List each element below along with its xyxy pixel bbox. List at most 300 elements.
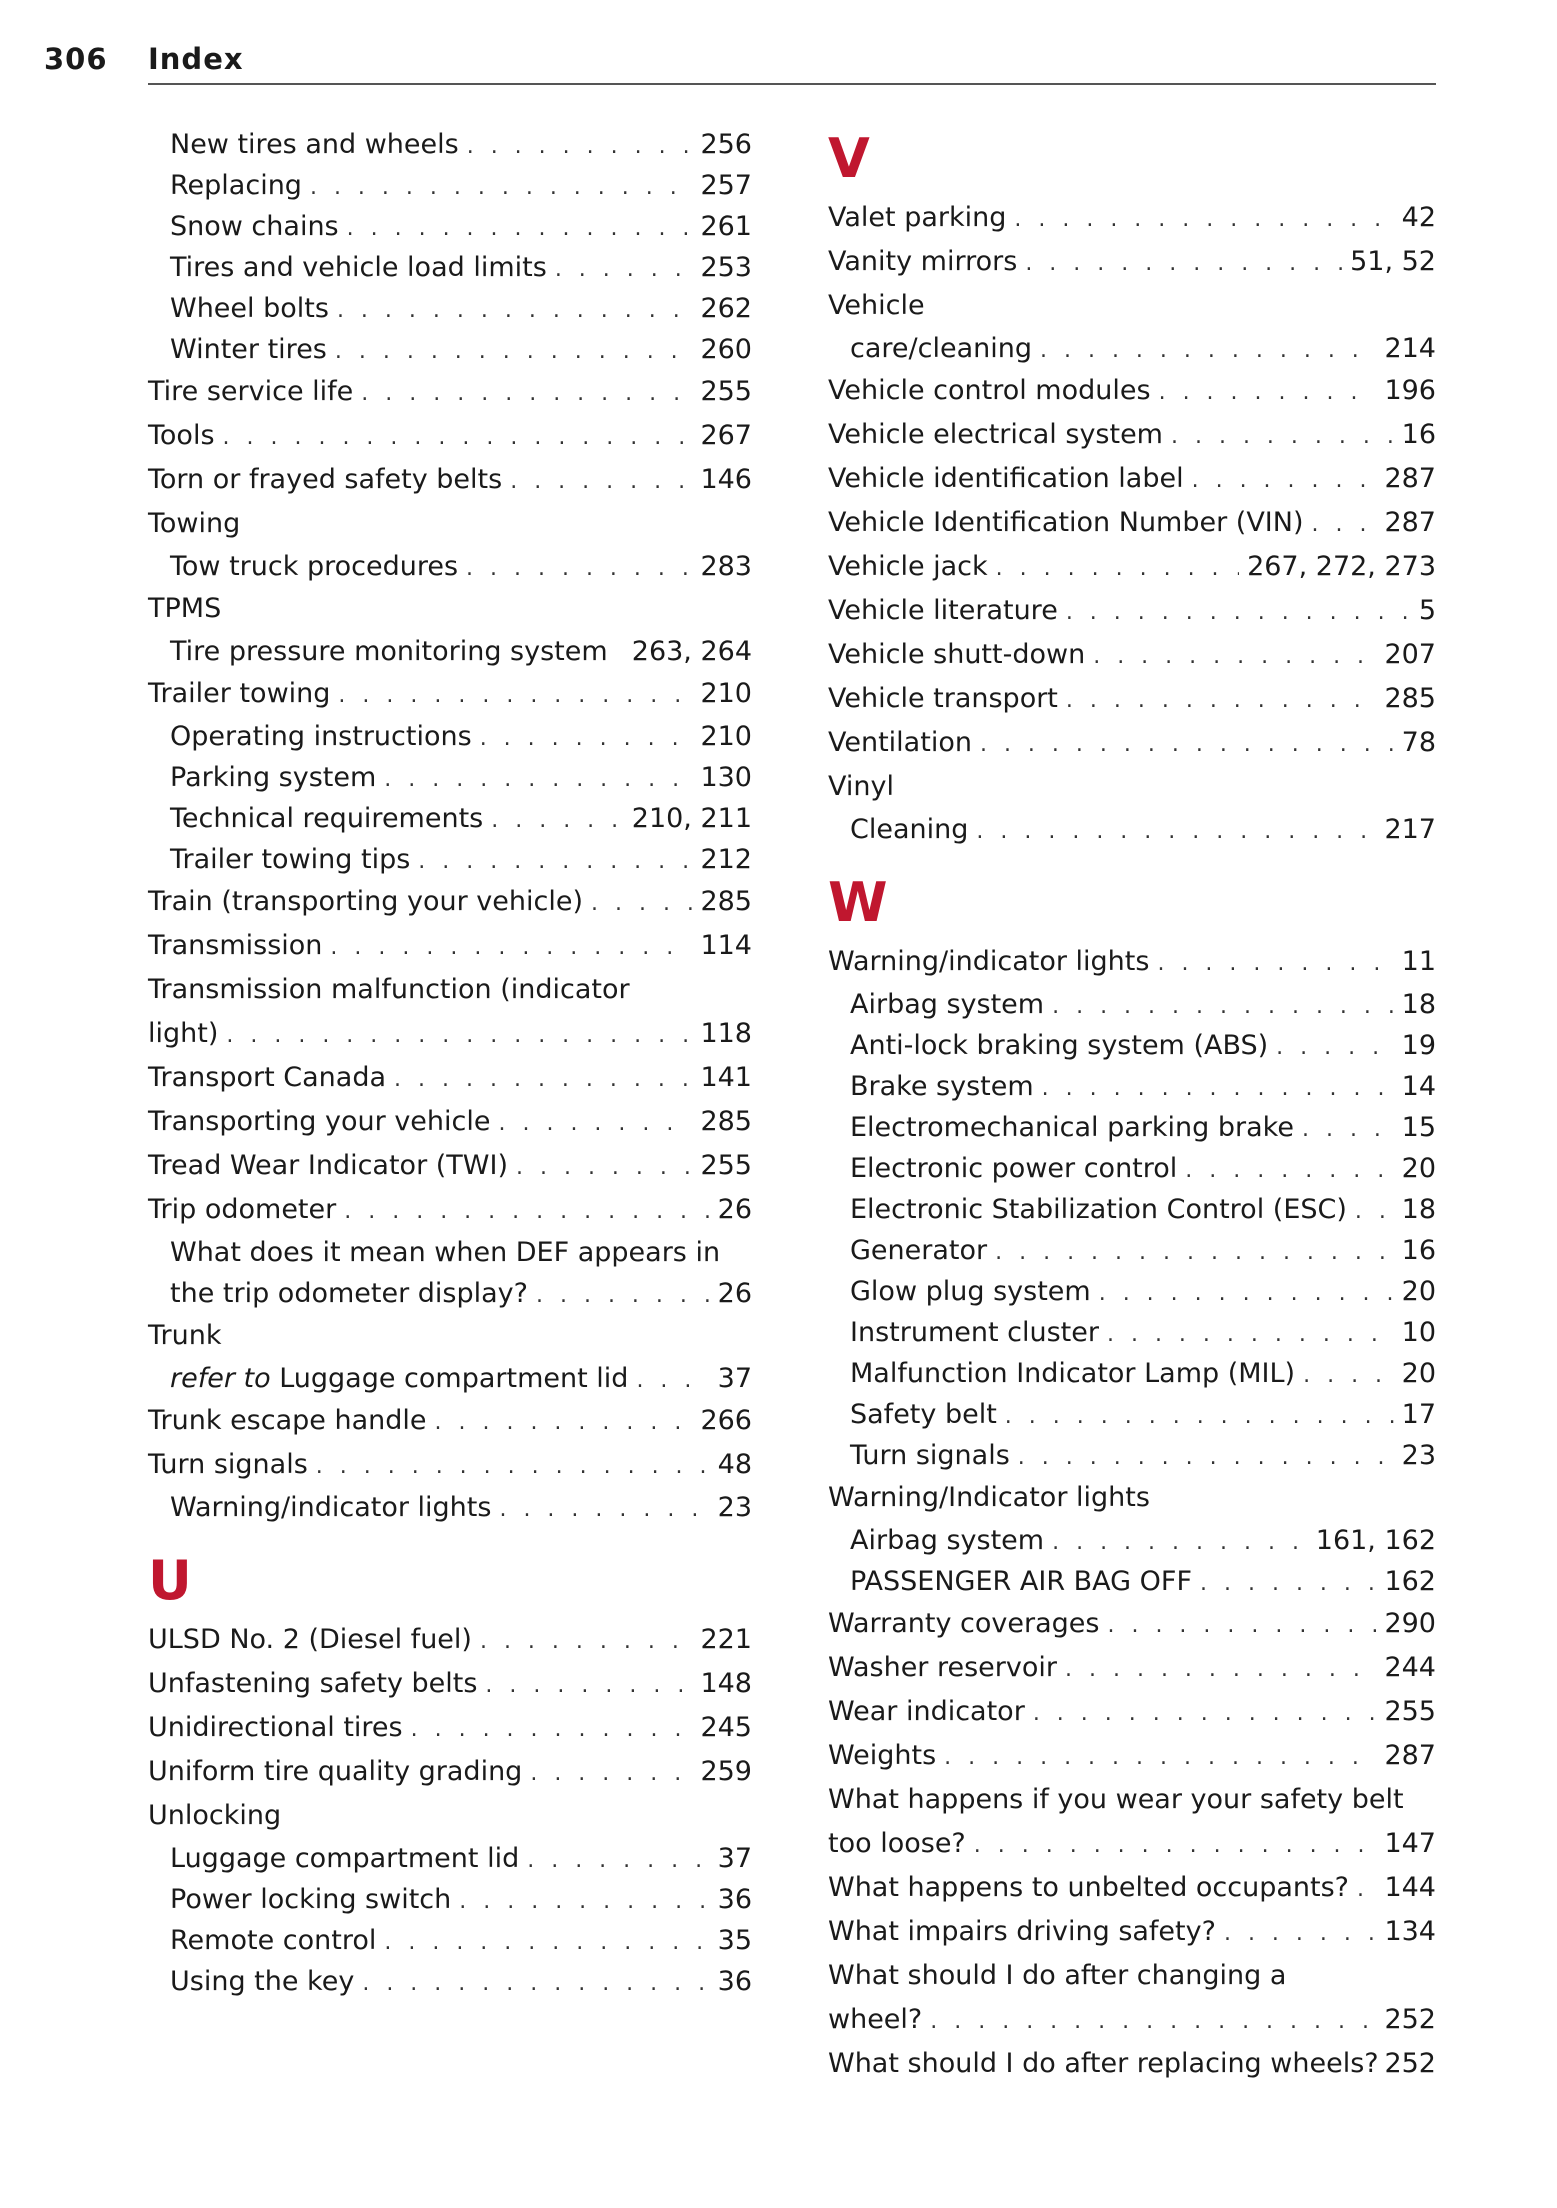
index-subentry bbox=[828, 1025, 1436, 1066]
entry-label: Tread Wear Indicator (TWI) bbox=[148, 1150, 508, 1181]
leader-dots bbox=[337, 290, 693, 331]
leader-dots bbox=[1159, 371, 1377, 415]
leader-dots bbox=[516, 1146, 692, 1190]
entry-page-number: 14 bbox=[1401, 1071, 1436, 1102]
entry-page-number: 221 bbox=[700, 1624, 752, 1655]
index-subentry bbox=[148, 165, 752, 206]
leader-dots bbox=[536, 1275, 710, 1316]
leader-dots bbox=[480, 1620, 693, 1664]
entry-label: Glow plug system bbox=[850, 1276, 1091, 1307]
entry-page-number: 118 bbox=[700, 1018, 752, 1049]
entry-label: Ventilation bbox=[828, 727, 972, 758]
index-subentry bbox=[828, 1230, 1436, 1271]
index-subentry bbox=[148, 839, 752, 880]
leader-dots bbox=[527, 1840, 709, 1881]
entry-label: Vehicle bbox=[828, 290, 925, 321]
entry-page-number: 10 bbox=[1401, 1317, 1436, 1348]
leader-dots bbox=[996, 547, 1239, 591]
leader-dots bbox=[1171, 415, 1394, 459]
entry-page-number: 26 bbox=[717, 1194, 752, 1225]
leader-dots bbox=[1099, 1273, 1394, 1314]
entry-page-number: 255 bbox=[700, 376, 752, 407]
entry-page-number: 162 bbox=[1384, 1566, 1436, 1597]
entry-label: What does it mean when DEF appears in bbox=[170, 1237, 721, 1268]
entry-page-number: 144 bbox=[1384, 1872, 1436, 1903]
entry-label: Unidirectional tires bbox=[148, 1712, 403, 1743]
index-subentry bbox=[828, 1520, 1436, 1561]
entry-label: Technical requirements bbox=[170, 803, 484, 834]
index-entry bbox=[148, 1399, 752, 1443]
entry-page-number: 256 bbox=[700, 129, 752, 160]
entry-label: What should I do after replacing wheels? bbox=[828, 2048, 1379, 2079]
entry-page-number: 15 bbox=[1401, 1112, 1436, 1143]
index-subentry bbox=[148, 124, 752, 165]
leader-dots bbox=[976, 811, 1376, 852]
entry-label: What happens to unbelted occupants? bbox=[828, 1872, 1350, 1903]
index-entry bbox=[148, 1443, 752, 1487]
entry-page-number: 217 bbox=[1384, 814, 1436, 845]
index-entry bbox=[828, 1910, 1436, 1954]
index-subentry bbox=[148, 631, 752, 672]
index-subentry bbox=[148, 546, 752, 587]
leader-dots bbox=[1312, 503, 1377, 547]
leader-dots bbox=[1093, 635, 1376, 679]
entry-page-number: 146 bbox=[700, 464, 752, 495]
entry-label: Parking system bbox=[170, 762, 377, 793]
entry-label: Vehicle identification label bbox=[828, 463, 1184, 494]
leader-dots bbox=[467, 126, 693, 167]
entry-label: Warning/indicator lights bbox=[170, 1492, 492, 1523]
entry-page-number: 210, 211 bbox=[631, 803, 752, 834]
entry-label: Transporting your vehicle bbox=[148, 1106, 491, 1137]
leader-dots bbox=[485, 1664, 692, 1708]
index-subentry bbox=[148, 1273, 752, 1314]
index-subentry bbox=[828, 1189, 1436, 1230]
entry-label: Vehicle jack bbox=[828, 551, 988, 582]
entry-page-number: 37 bbox=[717, 1363, 752, 1394]
entry-label: What should I do after changing a bbox=[828, 1960, 1287, 1991]
index-subentry bbox=[148, 1920, 752, 1961]
entry-label: Operating instructions bbox=[170, 721, 472, 752]
entry-page-number: 245 bbox=[700, 1712, 752, 1743]
entry-label: Trailer towing tips bbox=[170, 844, 411, 875]
index-column-right bbox=[828, 124, 1436, 2086]
entry-label: Generator bbox=[850, 1235, 988, 1266]
entry-page-number: 285 bbox=[1384, 683, 1436, 714]
index-entry bbox=[148, 672, 752, 716]
leader-dots bbox=[1276, 1027, 1393, 1068]
leader-dots bbox=[466, 548, 692, 589]
entry-page-number: 20 bbox=[1401, 1358, 1436, 1389]
entry-label: Turn signals bbox=[148, 1449, 308, 1480]
leader-dots bbox=[974, 1824, 1377, 1868]
entry-label: Cleaning bbox=[850, 814, 969, 845]
index-entry bbox=[828, 677, 1436, 721]
leader-dots bbox=[330, 926, 692, 970]
entry-page-number: 20 bbox=[1401, 1276, 1436, 1307]
index-subentry bbox=[828, 1312, 1436, 1353]
index-entry bbox=[148, 502, 752, 546]
leader-dots bbox=[347, 208, 693, 249]
leader-dots bbox=[335, 331, 693, 372]
entry-label: Turn signals bbox=[850, 1440, 1010, 1471]
index-entry bbox=[828, 1822, 1436, 1866]
entry-label: Warning/Indicator lights bbox=[828, 1482, 1150, 1513]
leader-dots bbox=[1066, 679, 1377, 723]
index-entry bbox=[828, 545, 1436, 589]
entry-label: Warranty coverages bbox=[828, 1608, 1100, 1639]
entry-page-number: 252 bbox=[1384, 2004, 1436, 2035]
leader-dots bbox=[362, 1963, 709, 2004]
index-entry bbox=[148, 1750, 752, 1794]
entry-label: Snow chains bbox=[170, 211, 339, 242]
entry-label: Electronic power control bbox=[850, 1153, 1178, 1184]
index-entry bbox=[828, 765, 1436, 809]
index-entry bbox=[148, 1794, 752, 1838]
leader-dots bbox=[384, 1922, 709, 1963]
leader-dots bbox=[418, 841, 692, 882]
leader-dots bbox=[1200, 1563, 1376, 1604]
entry-page-number: 266 bbox=[700, 1405, 752, 1436]
index-entry bbox=[828, 284, 1436, 328]
entry-label: Remote control bbox=[170, 1925, 377, 1956]
leader-dots bbox=[930, 2000, 1376, 2044]
leader-dots bbox=[530, 1752, 692, 1796]
entry-page-number: 36 bbox=[717, 1884, 752, 1915]
entry-label: Vehicle transport bbox=[828, 683, 1058, 714]
entry-page-number: 48 bbox=[717, 1449, 752, 1480]
entry-label: Towing bbox=[148, 508, 241, 539]
leader-dots bbox=[1065, 1648, 1376, 1692]
leader-dots bbox=[1005, 1396, 1394, 1437]
index-entry bbox=[828, 1476, 1436, 1520]
index-subentry bbox=[148, 1358, 752, 1399]
index-entry bbox=[828, 1690, 1436, 1734]
entry-label: Torn or frayed safety belts bbox=[148, 464, 503, 495]
leader-dots bbox=[394, 1058, 692, 1102]
index-entry bbox=[148, 1144, 752, 1188]
leader-dots bbox=[1040, 330, 1376, 371]
entry-page-number: 26 bbox=[717, 1278, 752, 1309]
index-subentry bbox=[828, 1148, 1436, 1189]
entry-label: Weights bbox=[828, 1740, 937, 1771]
entry-page-number: 261 bbox=[700, 211, 752, 242]
leader-dots bbox=[944, 1736, 1376, 1780]
index-entry bbox=[148, 880, 752, 924]
entry-label: Valet parking bbox=[828, 202, 1007, 233]
entry-page-number: 290 bbox=[1384, 1608, 1436, 1639]
entry-label: New tires and wheels bbox=[170, 129, 459, 160]
entry-page-number: 161, 162 bbox=[1315, 1525, 1436, 1556]
cross-reference-prefix: refer to bbox=[170, 1363, 271, 1394]
entry-page-number: 244 bbox=[1384, 1652, 1436, 1683]
index-subentry bbox=[828, 1561, 1436, 1602]
index-subentry bbox=[828, 1107, 1436, 1148]
leader-dots bbox=[498, 1102, 692, 1146]
index-entry bbox=[148, 1056, 752, 1100]
index-entry bbox=[828, 633, 1436, 677]
index-subentry bbox=[828, 328, 1436, 369]
entry-page-number: 147 bbox=[1384, 1828, 1436, 1859]
entry-label: Instrument cluster bbox=[850, 1317, 1099, 1348]
entry-label: Trip odometer bbox=[148, 1194, 337, 1225]
entry-page-number: 17 bbox=[1401, 1399, 1436, 1430]
entry-label: Replacing bbox=[170, 170, 302, 201]
index-entry bbox=[148, 587, 752, 631]
leader-dots bbox=[338, 674, 692, 718]
entry-label: Trailer towing bbox=[148, 678, 331, 709]
entry-label: Anti-lock braking system (ABS) bbox=[850, 1030, 1269, 1061]
entry-label: What impairs driving safety? bbox=[828, 1916, 1216, 1947]
leader-dots bbox=[995, 1232, 1394, 1273]
leader-dots bbox=[1052, 1522, 1308, 1563]
index-entry bbox=[828, 940, 1436, 984]
entry-page-number: 23 bbox=[1401, 1440, 1436, 1471]
index-entry bbox=[148, 1012, 752, 1056]
entry-label: Vehicle electrical system bbox=[828, 419, 1163, 450]
entry-page-number: 18 bbox=[1401, 1194, 1436, 1225]
entry-label: Vanity mirrors bbox=[828, 246, 1018, 277]
entry-label: Vehicle control modules bbox=[828, 375, 1151, 406]
entry-label: Vehicle literature bbox=[828, 595, 1058, 626]
leader-dots bbox=[1355, 1191, 1394, 1232]
index-subentry bbox=[148, 716, 752, 757]
index-entry bbox=[828, 1778, 1436, 1822]
entry-page-number: 196 bbox=[1384, 375, 1436, 406]
index-entry bbox=[148, 1188, 752, 1232]
section-letter-u: U bbox=[148, 1549, 192, 1612]
index-entry bbox=[148, 414, 752, 458]
leader-dots bbox=[1033, 1692, 1377, 1736]
leader-dots bbox=[310, 167, 693, 208]
leader-dots bbox=[555, 249, 693, 290]
index-subentry bbox=[828, 1394, 1436, 1435]
entry-label: Tire service life bbox=[148, 376, 354, 407]
entry-label: wheel? bbox=[828, 2004, 923, 2035]
index-subentry bbox=[148, 757, 752, 798]
index-entry bbox=[148, 1314, 752, 1358]
entry-page-number: 283 bbox=[700, 551, 752, 582]
page-header bbox=[44, 42, 1444, 86]
entry-page-number: 212 bbox=[700, 844, 752, 875]
leader-dots bbox=[361, 372, 692, 416]
index-subentry bbox=[148, 1487, 752, 1528]
leader-dots bbox=[1303, 1355, 1394, 1396]
entry-label: Tools bbox=[148, 420, 215, 451]
leader-dots bbox=[1185, 1150, 1393, 1191]
entry-label: ULSD No. 2 (Diesel fuel) bbox=[148, 1624, 472, 1655]
leader-dots bbox=[591, 882, 692, 926]
entry-label: Airbag system bbox=[850, 989, 1045, 1020]
leader-dots bbox=[1066, 591, 1411, 635]
index-entry bbox=[148, 1706, 752, 1750]
index-entry bbox=[148, 370, 752, 414]
index-entry bbox=[828, 369, 1436, 413]
entry-label: Trunk bbox=[148, 1320, 222, 1351]
entry-label: PASSENGER AIR BAG OFF bbox=[850, 1566, 1192, 1597]
entry-label: Brake system bbox=[850, 1071, 1034, 1102]
cross-reference-target: Luggage compartment lid bbox=[279, 1363, 629, 1394]
entry-page-number: 114 bbox=[700, 930, 752, 961]
page-number: 306 bbox=[44, 42, 108, 76]
entry-label: Electromechanical parking brake bbox=[850, 1112, 1294, 1143]
index-subentry bbox=[828, 1066, 1436, 1107]
entry-page-number: 287 bbox=[1384, 463, 1436, 494]
entry-label: Luggage compartment lid bbox=[170, 1843, 520, 1874]
index-subentry bbox=[148, 1961, 752, 2002]
entry-page-number: 285 bbox=[700, 1106, 752, 1137]
leader-dots bbox=[1157, 942, 1393, 986]
index-subentry bbox=[828, 984, 1436, 1025]
entry-label: Airbag system bbox=[850, 1525, 1045, 1556]
index-entry bbox=[828, 457, 1436, 501]
entry-label: Uniform tire quality grading bbox=[148, 1756, 523, 1787]
index-entry bbox=[828, 1602, 1436, 1646]
index-entry bbox=[828, 501, 1436, 545]
entry-label: Power locking switch bbox=[170, 1884, 452, 1915]
entry-page-number: 16 bbox=[1401, 419, 1436, 450]
leader-dots bbox=[1025, 242, 1342, 286]
index-subentry bbox=[148, 206, 752, 247]
leader-dots bbox=[1014, 198, 1393, 242]
index-entry bbox=[828, 1998, 1436, 2042]
entry-label: Wear indicator bbox=[828, 1696, 1025, 1727]
entry-label: Train (transporting your vehicle) bbox=[148, 886, 583, 917]
index-subentry bbox=[148, 247, 752, 288]
entry-page-number: 255 bbox=[1384, 1696, 1436, 1727]
entry-label: Malfunction Indicator Lamp (MIL) bbox=[850, 1358, 1296, 1389]
index-entry bbox=[828, 1954, 1436, 1998]
leader-dots bbox=[1052, 986, 1394, 1027]
leader-dots bbox=[636, 1360, 709, 1401]
leader-dots bbox=[1192, 459, 1377, 503]
entry-label: Wheel bolts bbox=[170, 293, 329, 324]
index-subentry bbox=[148, 798, 752, 839]
entry-label: TPMS bbox=[148, 593, 222, 624]
entry-label: Transmission bbox=[148, 930, 323, 961]
entry-page-number: 19 bbox=[1401, 1030, 1436, 1061]
entry-page-number: 18 bbox=[1401, 989, 1436, 1020]
entry-page-number: 210 bbox=[700, 721, 752, 752]
index-subentry bbox=[828, 1271, 1436, 1312]
entry-label: Using the key bbox=[170, 1966, 355, 1997]
entry-page-number: 259 bbox=[700, 1756, 752, 1787]
entry-page-number: 262 bbox=[700, 293, 752, 324]
entry-page-number: 20 bbox=[1401, 1153, 1436, 1184]
entry-label: Tire pressure monitoring system bbox=[170, 636, 608, 667]
entry-label: Transport Canada bbox=[148, 1062, 387, 1093]
leader-dots bbox=[1224, 1912, 1377, 1956]
leader-dots bbox=[1042, 1068, 1394, 1109]
entry-label: Washer reservoir bbox=[828, 1652, 1057, 1683]
index-entry bbox=[148, 1662, 752, 1706]
section-letter-v: V bbox=[828, 127, 870, 190]
leader-dots bbox=[411, 1708, 693, 1752]
entry-label: Winter tires bbox=[170, 334, 327, 365]
header-rule bbox=[148, 83, 1436, 85]
entry-label: Vinyl bbox=[828, 771, 894, 802]
index-entry bbox=[828, 1646, 1436, 1690]
leader-dots bbox=[435, 1401, 693, 1445]
leader-dots bbox=[491, 800, 624, 841]
leader-dots bbox=[1107, 1604, 1376, 1648]
entry-label: Unfastening safety belts bbox=[148, 1668, 478, 1699]
index-entry bbox=[828, 589, 1436, 633]
entry-label: Warning/indicator lights bbox=[828, 946, 1150, 977]
index-entry bbox=[828, 1866, 1436, 1910]
entry-page-number: 35 bbox=[717, 1925, 752, 1956]
entry-page-number: 134 bbox=[1384, 1916, 1436, 1947]
leader-dots bbox=[226, 1014, 692, 1058]
entry-page-number: 51, 52 bbox=[1350, 246, 1436, 277]
entry-page-number: 287 bbox=[1384, 1740, 1436, 1771]
entry-page-number: 253 bbox=[700, 252, 752, 283]
entry-page-number: 263, 264 bbox=[631, 636, 752, 667]
index-subentry bbox=[148, 1232, 752, 1273]
entry-page-number: 141 bbox=[700, 1062, 752, 1093]
index-entry bbox=[828, 413, 1436, 457]
entry-page-number: 207 bbox=[1384, 639, 1436, 670]
page-title: Index bbox=[148, 42, 244, 76]
index-entry bbox=[828, 2042, 1436, 2086]
index-entry bbox=[828, 196, 1436, 240]
entry-page-number: 285 bbox=[700, 886, 752, 917]
entry-page-number: 287 bbox=[1384, 507, 1436, 538]
entry-label: too loose? bbox=[828, 1828, 966, 1859]
entry-page-number: 210 bbox=[700, 678, 752, 709]
entry-label: care/cleaning bbox=[850, 333, 1032, 364]
entry-page-number: 42 bbox=[1401, 202, 1436, 233]
entry-page-number: 36 bbox=[717, 1966, 752, 1997]
leader-dots bbox=[223, 416, 693, 460]
entry-label: What happens if you wear your safety belt bbox=[828, 1784, 1404, 1815]
leader-dots bbox=[1357, 1868, 1376, 1912]
leader-dots bbox=[459, 1881, 709, 1922]
entry-page-number: 130 bbox=[700, 762, 752, 793]
leader-dots bbox=[1018, 1437, 1394, 1478]
entry-label: Vehicle shutt-down bbox=[828, 639, 1086, 670]
index-entry bbox=[828, 1734, 1436, 1778]
index-entry bbox=[148, 458, 752, 502]
leader-dots bbox=[980, 723, 1394, 767]
leader-dots bbox=[1302, 1109, 1394, 1150]
leader-dots bbox=[1107, 1314, 1394, 1355]
entry-page-number: 267 bbox=[700, 420, 752, 451]
entry-page-number: 252 bbox=[1384, 2048, 1436, 2079]
section-letter-w: W bbox=[828, 871, 888, 934]
entry-label: Transmission malfunction (indicator bbox=[148, 974, 630, 1005]
entry-label: Tires and vehicle load limits bbox=[170, 252, 547, 283]
entry-label: the trip odometer display? bbox=[170, 1278, 528, 1309]
entry-label: Tow truck procedures bbox=[170, 551, 459, 582]
leader-dots bbox=[499, 1489, 709, 1530]
leader-dots bbox=[510, 460, 692, 504]
entry-label: light) bbox=[148, 1018, 219, 1049]
entry-page-number: 260 bbox=[700, 334, 752, 365]
index-entry bbox=[148, 1618, 752, 1662]
index-subentry bbox=[828, 1353, 1436, 1394]
index-entry bbox=[148, 968, 752, 1012]
index-subentry bbox=[148, 288, 752, 329]
entry-page-number: 16 bbox=[1401, 1235, 1436, 1266]
entry-page-number: 78 bbox=[1401, 727, 1436, 758]
leader-dots bbox=[480, 718, 693, 759]
entry-label: Unlocking bbox=[148, 1800, 282, 1831]
entry-page-number: 11 bbox=[1401, 946, 1436, 977]
entry-page-number: 255 bbox=[700, 1150, 752, 1181]
entry-label: Vehicle Identification Number (VIN) bbox=[828, 507, 1304, 538]
leader-dots bbox=[384, 759, 692, 800]
